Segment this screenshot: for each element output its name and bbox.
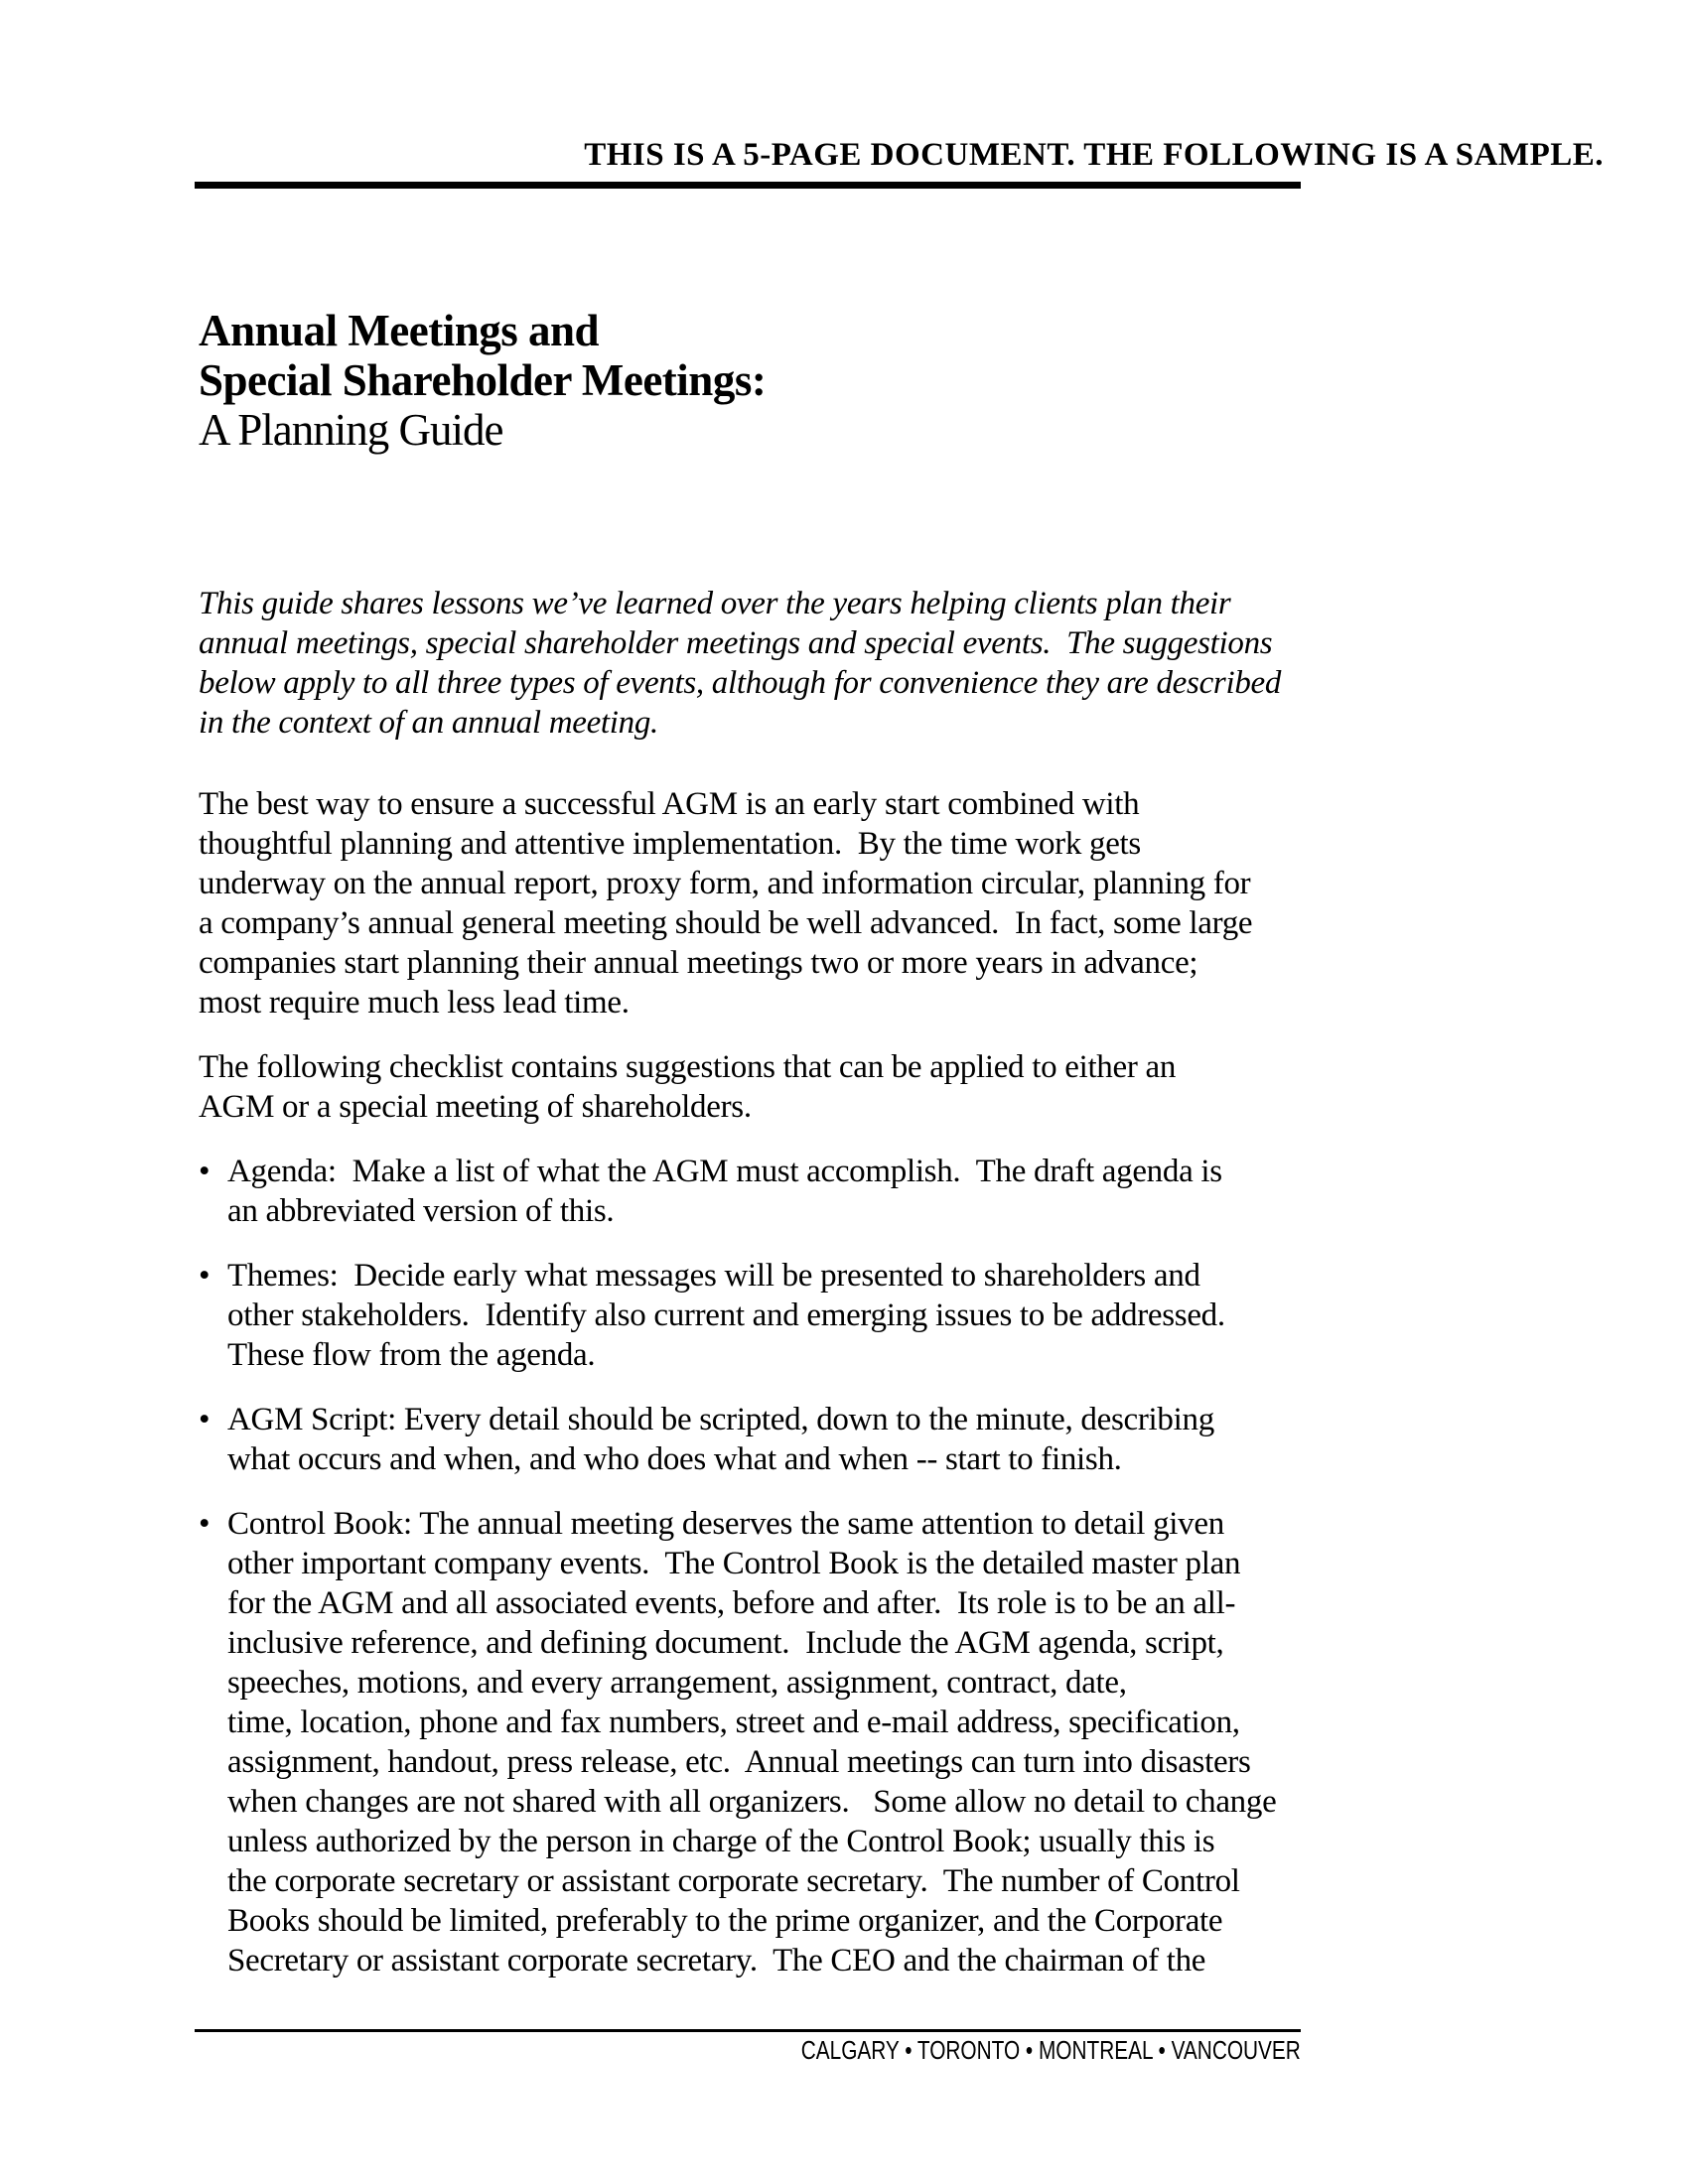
text-line: underway on the annual report, proxy form, and information circular, planning for [199,866,1251,901]
text-line: inclusive reference, and defining document. Include the AGM agenda, script, [227,1625,1224,1661]
text-line: what occurs and when, and who does what and when -- start to finish. [227,1441,1122,1477]
text-line: time, location, phone and fax numbers, street and e-mail address, specification, [227,1705,1240,1740]
text-line: AGM Script: Every detail should be scripted, down to the minute, describing [227,1402,1214,1437]
body-blocks [199,784,1440,2005]
text-line: assignment, handout, press release, etc. Annual meetings can turn into disasters [227,1744,1251,1780]
text-line: Books should be limited, preferably to the prime organizer, and the Corporate [227,1903,1223,1939]
text-line: The following checklist contains suggestions that can be applied to either an [199,1049,1177,1085]
bullet-marker: • [199,1258,211,1294]
text-line: a company’s annual general meeting should be well advanced. In fact, some large [199,905,1253,941]
text-line: speeches, motions, and every arrangement, assignment, contract, date, [227,1665,1127,1701]
text-line: other stakeholders. Identify also current and emerging issues to be addressed. [227,1297,1225,1333]
footer-rule [195,2029,1301,2032]
text-line: The best way to ensure a successful AGM is an early start combined with [199,786,1140,822]
bullet-item [199,1504,1440,1980]
bullet-item [199,1256,1440,1375]
header-rule [195,182,1301,189]
text-line: These flow from the agenda. [227,1337,596,1373]
document-subtitle: A Planning Guide [199,405,503,455]
text-line: other important company events. The Control Book is the detailed master plan [227,1546,1241,1581]
text-line: AGM or a special meeting of shareholders. [199,1089,752,1125]
title-line: Annual Meetings and [199,306,600,355]
text-line: the corporate secretary or assistant corporate secretary. The number of Control [227,1863,1240,1899]
paragraph [199,784,1440,1023]
footer-cities: CALGARY • TORONTO • MONTREAL • VANCOUVER [800,2035,1301,2065]
bullet-text [227,1400,1440,1479]
text-line: when changes are not shared with all organizers. Some allow no detail to change [227,1784,1277,1820]
text-line: in the context of an annual meeting. [199,705,659,741]
bullet-marker: • [199,1402,211,1437]
text-line: Agenda: Make a list of what the AGM must accomplish. The draft agenda is [227,1154,1222,1189]
bullet-marker: • [199,1506,211,1542]
paragraph [199,1047,1440,1127]
text-line: annual meetings, special shareholder meetings and special events. The suggestions [199,625,1273,661]
bullet-text [227,1256,1440,1375]
header-notice: THIS IS A 5-PAGE DOCUMENT. THE FOLLOWING IS A SAMPLE. [584,137,1604,173]
document-title [199,306,766,455]
text-line: most require much less lead time. [199,985,630,1021]
text-line: below apply to all three types of events, although for convenience they are described [199,665,1282,701]
bullet-marker: • [199,1154,211,1189]
bullet-item [199,1400,1440,1479]
text-line: This guide shares lessons we’ve learned over the years helping clients plan their [199,586,1231,621]
title-line: Special Shareholder Meetings: [199,355,767,405]
text-line: unless authorized by the person in charge of the Control Book; usually this is [227,1824,1215,1859]
text-line: thoughtful planning and attentive implementation. By the time work gets [199,826,1141,862]
bullet-text [227,1504,1440,1980]
text-line: for the AGM and all associated events, before and after. Its role is to be an all- [227,1585,1236,1621]
text-line: Control Book: The annual meeting deserves the same attention to detail given [227,1506,1224,1542]
bullet-text [227,1152,1440,1231]
text-line: Themes: Decide early what messages will be presented to shareholders and [227,1258,1200,1294]
bullet-item [199,1152,1440,1231]
intro-paragraph [199,584,1281,743]
text-line: Secretary or assistant corporate secretary. The CEO and the chairman of the [227,1943,1206,1979]
text-line: companies start planning their annual meetings two or more years in advance; [199,945,1198,981]
text-line: an abbreviated version of this. [227,1193,615,1229]
